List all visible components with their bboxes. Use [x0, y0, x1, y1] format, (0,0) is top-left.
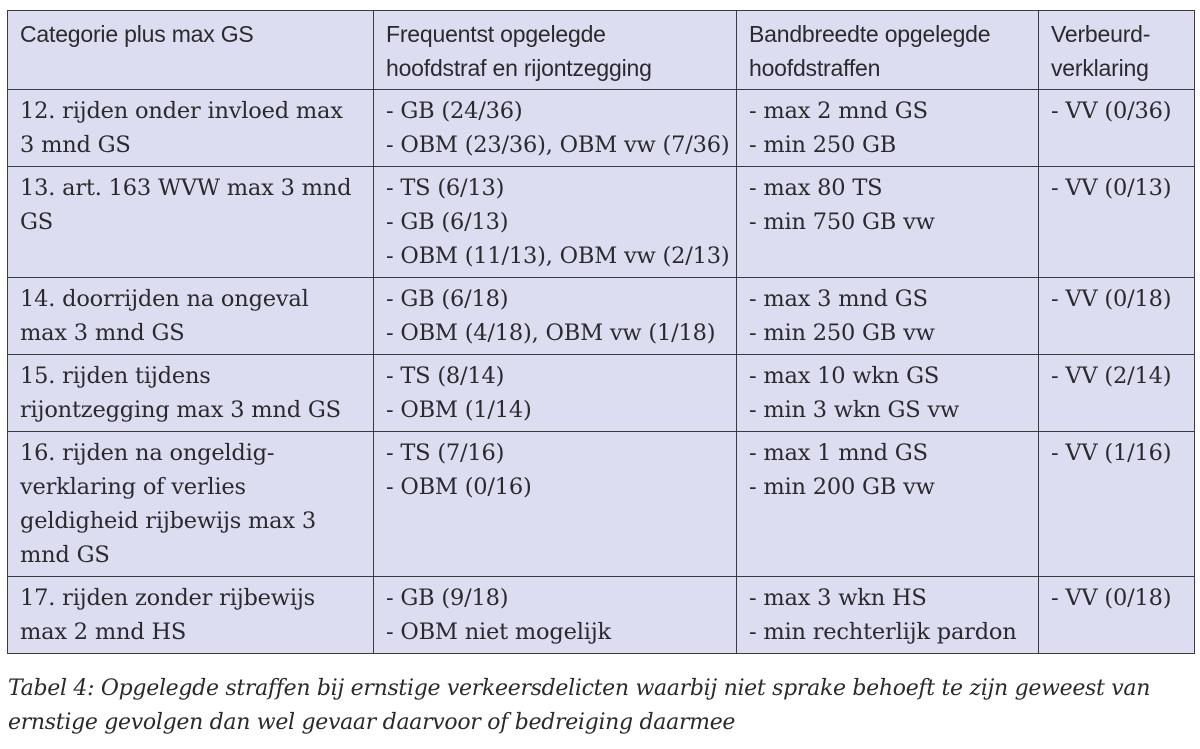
table-row: [8, 355, 1195, 432]
header-category: [8, 11, 374, 90]
cell-line: 15. rijden tijdens: [20, 363, 211, 389]
cell-category: [8, 167, 374, 278]
header-frequent: [374, 11, 737, 90]
cell-line: 13. art. 163 WVW max 3 mnd: [20, 175, 352, 201]
header-line: hoofdstraffen: [749, 55, 881, 81]
cell-range: [737, 167, 1039, 278]
cell-line: - OBM (1/14): [386, 397, 532, 423]
cell-line: verklaring of verlies: [20, 474, 246, 500]
table-row: [8, 167, 1195, 278]
cell-line: - OBM (0/16): [386, 474, 532, 500]
cell-line: - OBM (11/13), OBM vw (2/13): [386, 243, 730, 269]
cell-category: [8, 432, 374, 577]
cell-line: - max 3 mnd GS: [749, 286, 928, 312]
cell-line: - min 200 GB vw: [749, 474, 935, 500]
cell-frequent: [374, 167, 737, 278]
cell-line: - GB (6/18): [386, 286, 509, 312]
cell-range: [737, 278, 1039, 355]
cell-range: [737, 577, 1039, 654]
cell-line: - VV (1/16): [1051, 440, 1172, 466]
cell-frequent: [374, 90, 737, 167]
cell-line: - min rechterlijk pardon: [749, 619, 1017, 645]
cell-range: [737, 355, 1039, 432]
penalties-table: [7, 10, 1195, 654]
cell-line: - OBM (4/18), OBM vw (1/18): [386, 320, 716, 346]
cell-line: - max 10 wkn GS: [749, 363, 940, 389]
cell-line: - min 250 GB vw: [749, 320, 935, 346]
cell-line: - min 250 GB: [749, 132, 897, 158]
cell-line: - min 750 GB vw: [749, 209, 935, 235]
cell-line: - GB (6/13): [386, 209, 509, 235]
cell-range: [737, 90, 1039, 167]
cell-frequent: [374, 432, 737, 577]
header-line: Categorie plus max GS: [20, 21, 254, 47]
cell-forfeiture: [1039, 278, 1195, 355]
cell-line: - VV (0/18): [1051, 286, 1172, 312]
cell-frequent: [374, 577, 737, 654]
cell-line: - max 3 wkn HS: [749, 585, 927, 611]
table-row: [8, 577, 1195, 654]
cell-line: 17. rijden zonder rijbewijs: [20, 585, 315, 611]
cell-line: - OBM (23/36), OBM vw (7/36): [386, 132, 730, 158]
header-forfeiture: [1039, 11, 1195, 90]
cell-line: - VV (2/14): [1051, 363, 1172, 389]
cell-line: - TS (8/14): [386, 363, 505, 389]
table-container: [7, 10, 1194, 654]
cell-line: max 2 mnd HS: [20, 619, 187, 645]
cell-line: - VV (0/13): [1051, 175, 1172, 201]
cell-forfeiture: [1039, 167, 1195, 278]
cell-line: 12. rijden onder invloed max: [20, 98, 343, 124]
table-row: [8, 90, 1195, 167]
cell-frequent: [374, 355, 737, 432]
cell-line: - VV (0/36): [1051, 98, 1172, 124]
header-row: [8, 11, 1195, 90]
cell-category: [8, 90, 374, 167]
cell-line: - min 3 wkn GS vw: [749, 397, 960, 423]
cell-category: [8, 278, 374, 355]
table-caption: [8, 672, 1193, 740]
caption-line-2: ernstige gevolgen dan wel gevaar daarvoor of bedreiging daarmee: [8, 710, 736, 735]
cell-line: - max 2 mnd GS: [749, 98, 928, 124]
cell-line: - TS (6/13): [386, 175, 505, 201]
cell-line: rijontzegging max 3 mnd GS: [20, 397, 341, 423]
header-line: hoofdstraf en rijontzegging: [386, 55, 652, 81]
cell-forfeiture: [1039, 577, 1195, 654]
caption-line-1: Tabel 4: Opgelegde straffen bij ernstige verkeersdelicten waarbij niet sprake behoeft te zijn geweest van: [8, 676, 1151, 701]
cell-line: 14. doorrijden na ongeval: [20, 286, 309, 312]
cell-line: 3 mnd GS: [20, 132, 131, 158]
cell-line: - GB (24/36): [386, 98, 523, 124]
cell-line: max 3 mnd GS: [20, 320, 185, 346]
header-range: [737, 11, 1039, 90]
cell-line: GS: [20, 209, 53, 235]
cell-line: - TS (7/16): [386, 440, 505, 466]
table-row: [8, 278, 1195, 355]
cell-range: [737, 432, 1039, 577]
cell-line: 16. rijden na ongeldig-: [20, 440, 275, 466]
header-line: Verbeurd-: [1051, 21, 1151, 47]
cell-line: - OBM niet mogelijk: [386, 619, 611, 645]
cell-line: geldigheid rijbewijs max 3: [20, 508, 316, 534]
cell-line: - GB (9/18): [386, 585, 509, 611]
cell-line: - max 1 mnd GS: [749, 440, 928, 466]
cell-forfeiture: [1039, 432, 1195, 577]
header-line: Bandbreedte opgelegde: [749, 21, 991, 47]
cell-line: mnd GS: [20, 542, 110, 568]
cell-frequent: [374, 278, 737, 355]
cell-forfeiture: [1039, 355, 1195, 432]
table-body: [8, 90, 1195, 654]
table-row: [8, 432, 1195, 577]
cell-line: - VV (0/18): [1051, 585, 1172, 611]
cell-line: - max 80 TS: [749, 175, 883, 201]
cell-category: [8, 577, 374, 654]
header-line: Frequentst opgelegde: [386, 21, 606, 47]
cell-forfeiture: [1039, 90, 1195, 167]
header-line: verklaring: [1051, 55, 1149, 81]
cell-category: [8, 355, 374, 432]
